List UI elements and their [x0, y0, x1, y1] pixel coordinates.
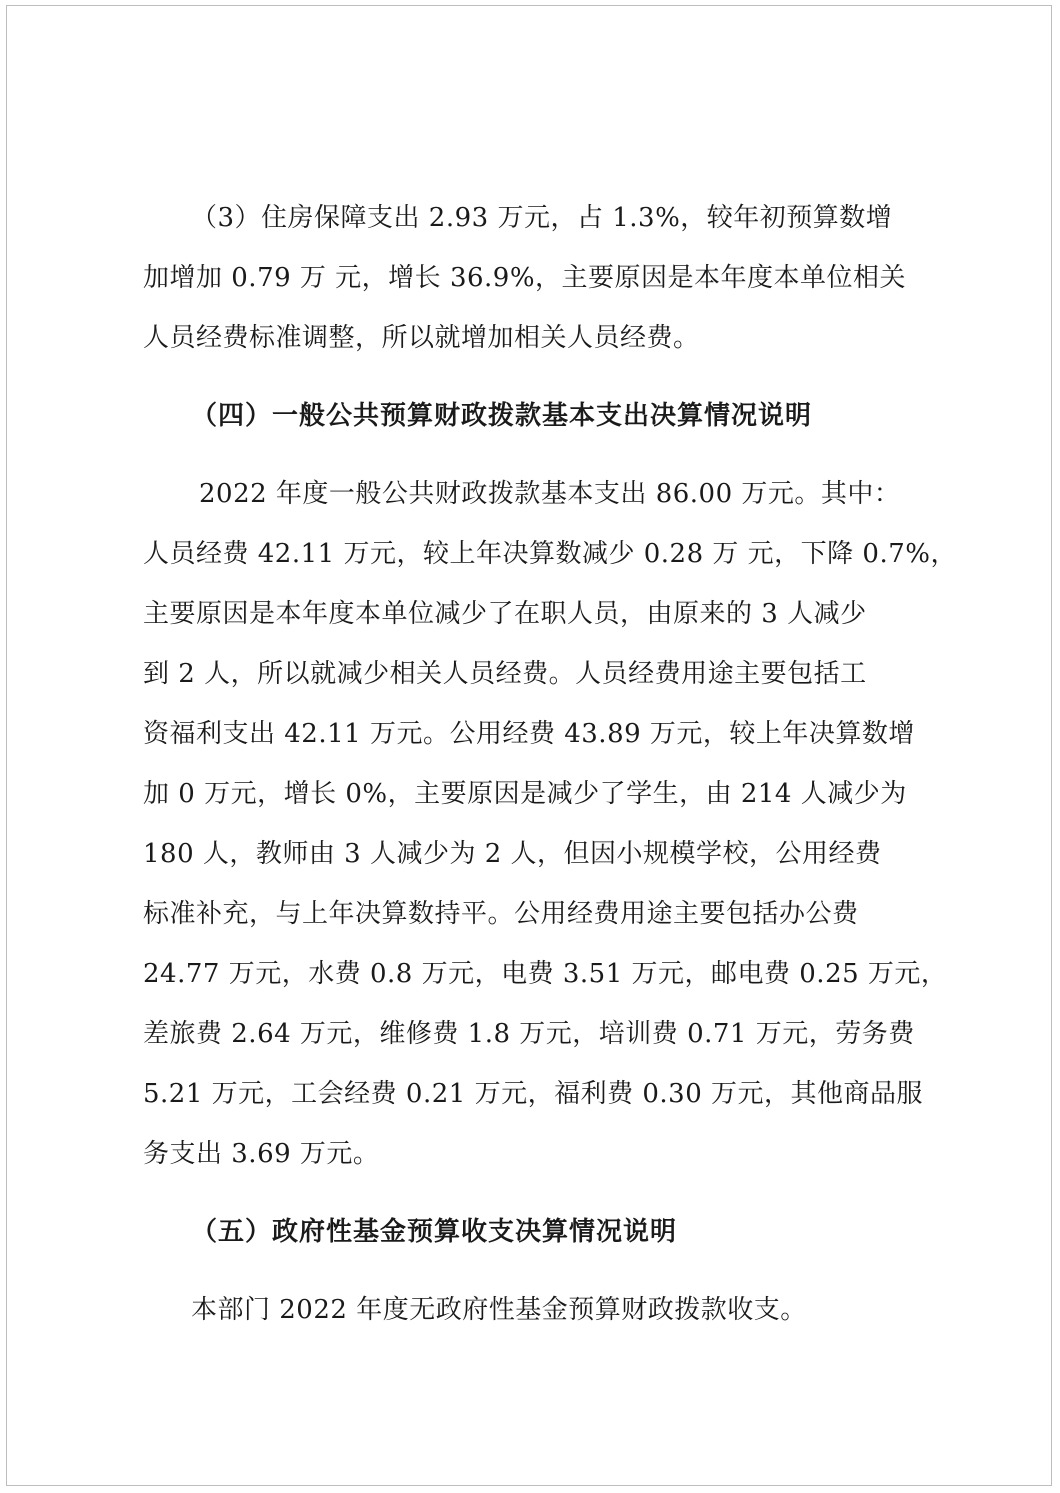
paragraph-line: 加增加 0.79 万 元，增长 36.9%，主要原因是本年度本单位相关 [143, 263, 907, 293]
section-heading-government-fund: （五）政府性基金预算收支决算情况说明 [191, 1217, 678, 1247]
basic-expenditure-paragraph [143, 464, 957, 1184]
document-body [143, 188, 957, 1340]
section-heading-basic-expenditure: （四）一般公共预算财政拨款基本支出决算情况说明 [191, 401, 813, 431]
paragraph-line: 5.21 万元，工会经费 0.21 万元，福利费 0.30 万元，其他商品服 [143, 1079, 923, 1109]
paragraph-line: 标准补充，与上年决算数持平。公用经费用途主要包括办公费 [143, 899, 859, 929]
paragraph-line: 人员经费标准调整，所以就增加相关人员经费。 [143, 323, 700, 353]
paragraph-line: 差旅费 2.64 万元，维修费 1.8 万元，培训费 0.71 万元，劳务费 [143, 1019, 915, 1049]
paragraph-line: 加 0 万元，增长 0%，主要原因是减少了学生，由 214 人减少为 [143, 779, 907, 809]
paragraph-line: 2022 年度一般公共财政拨款基本支出 86.00 万元。其中： [199, 479, 901, 509]
paragraph-line: 资福利支出 42.11 万元。公用经费 43.89 万元，较上年决算数增 [143, 719, 915, 749]
housing-expenditure-paragraph [143, 188, 943, 368]
government-fund-paragraph: 本部门 2022 年度无政府性基金预算财政拨款收支。 [191, 1295, 807, 1325]
paragraph-line: 180 人，教师由 3 人减少为 2 人，但因小规模学校，公用经费 [143, 839, 882, 869]
paragraph-line: 务支出 3.69 万元。 [143, 1139, 380, 1169]
paragraph-line: 24.77 万元，水费 0.8 万元，电费 3.51 万元，邮电费 0.25 万元， [143, 959, 948, 989]
paragraph-line: 主要原因是本年度本单位减少了在职人员，由原来的 3 人减少 [143, 599, 867, 629]
paragraph-line: （3）住房保障支出 2.93 万元，占 1.3%，较年初预算数增 [191, 203, 893, 233]
paragraph-line: 到 2 人，所以就减少相关人员经费。人员经费用途主要包括工 [143, 659, 867, 689]
paragraph-line: 人员经费 42.11 万元，较上年决算数减少 0.28 万 元，下降 0.7%， [143, 539, 957, 569]
